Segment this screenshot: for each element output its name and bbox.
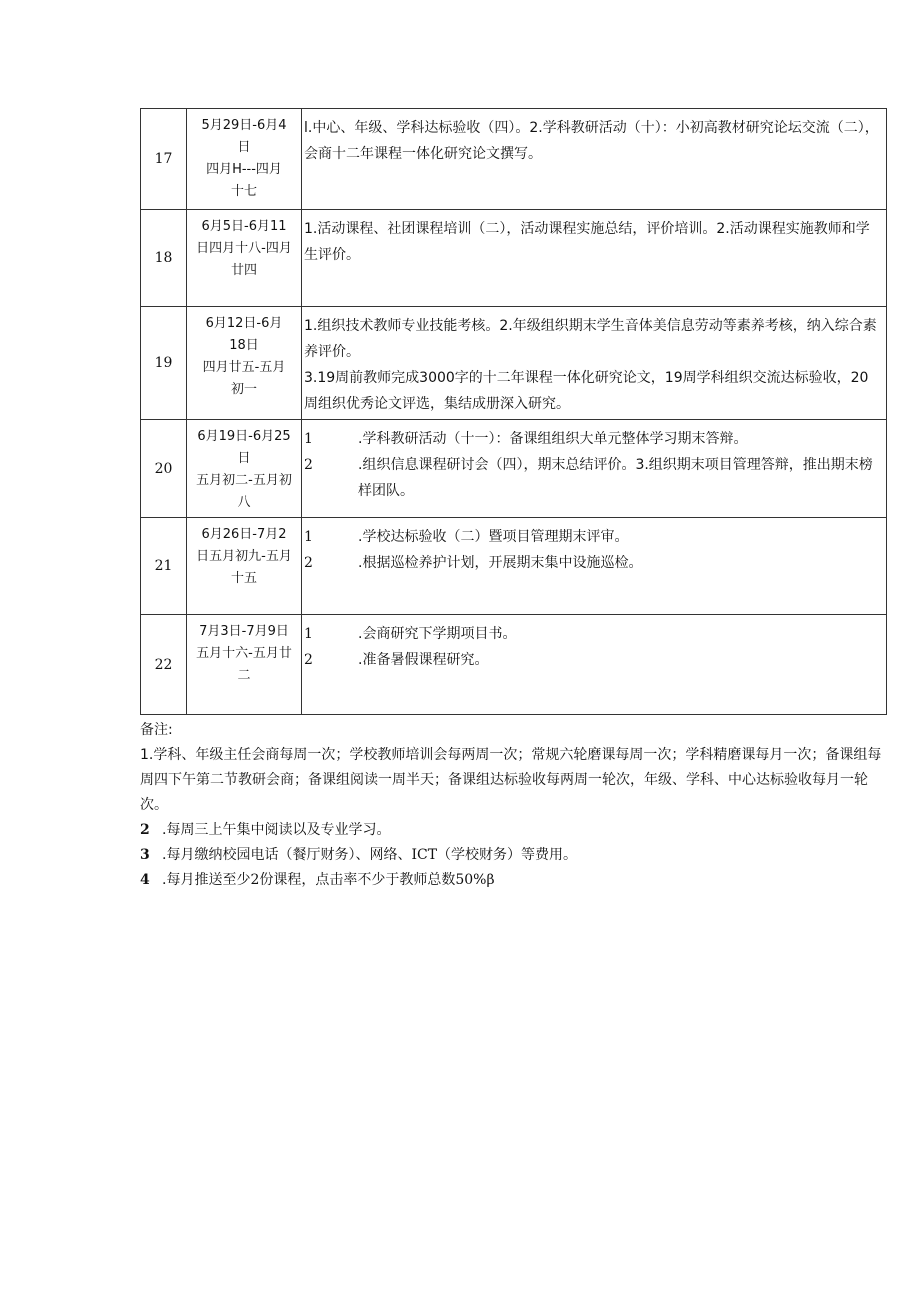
content-item (304, 621, 880, 647)
date-line: 5月29日-6月4 (201, 118, 287, 133)
content-item (304, 550, 880, 576)
date-line: 五月初二-五月初 (196, 473, 292, 488)
item-number: 1 (304, 626, 313, 642)
date-line: 四月廿五-五月 (202, 360, 286, 375)
week-number: 17 (141, 109, 187, 210)
activity-content (302, 420, 887, 518)
content-paragraph: 1.活动课程、社团课程培训（二），活动课程实施总结，评价培训。2.活动课程实施教师和学生评价。 (304, 221, 870, 263)
date-range (187, 307, 302, 420)
activity-content (302, 210, 887, 307)
content-item (304, 647, 880, 673)
item-number: 2 (304, 555, 313, 571)
item-text: .准备暑假课程研究。 (358, 652, 489, 668)
schedule-row (141, 518, 887, 615)
schedule-row (141, 615, 887, 715)
note-3 (140, 843, 887, 868)
item-text: .组织信息课程研讨会（四），期末总结评价。3.组织期末项目管理答辩，推出期末榜样团队。 (358, 457, 873, 499)
date-range (187, 109, 302, 210)
item-text: .根据巡检养护计划，开展期末集中设施巡检。 (358, 555, 643, 571)
date-line: 四月H---四月 (206, 162, 282, 177)
date-range (187, 518, 302, 615)
item-text: .学校达标验收（二）暨项目管理期末评审。 (358, 529, 629, 545)
item-text: .会商研究下学期项目书。 (358, 626, 517, 642)
date-line: 日五月初九-五月 (196, 549, 292, 564)
week-number: 20 (141, 420, 187, 518)
date-line: 日 (237, 451, 251, 466)
date-line: 18日 (229, 338, 259, 353)
date-range (187, 615, 302, 715)
schedule-row (141, 109, 887, 210)
date-line: 二 (237, 668, 251, 683)
content-item (304, 452, 880, 504)
note-4 (140, 868, 887, 893)
note-1: 1.学科、年级主任会商每周一次；学校教师培训会每两周一次；常规六轮磨课每周一次；学科精磨课每月一次；备课组每周四下午第二节教研会商；备课组阅读一周半天；备课组达标验收每两周一轮次，年级、学科、中心达标验收每月一轮次。 (140, 747, 882, 813)
date-line: 6月26日-7月2 (201, 527, 287, 542)
note-2 (140, 818, 887, 843)
content-paragraph: l.中心、年级、学科达标验收（四）。2.学科教研活动（十）：小初高教材研究论坛交流（二），会商十二年课程一体化研究论文撰写。 (304, 120, 879, 162)
content-paragraph: 3.19周前教师完成3000字的十二年课程一体化研究论文，19周学科组织交流达标验收，20周组织优秀论文评选，集结成册深入研究。 (304, 370, 869, 412)
note-3-text: .每月缴纳校园电话（餐厅财务）、网络、ICT（学校财务）等费用。 (162, 847, 578, 863)
week-number: 18 (141, 210, 187, 307)
activity-content (302, 109, 887, 210)
item-number: 2 (304, 652, 313, 668)
date-line: 十七 (230, 184, 257, 199)
activity-content (302, 615, 887, 715)
item-text: .学科教研活动（十一）：备课组组织大单元整体学习期末答辩。 (358, 431, 748, 447)
date-line: 初一 (230, 382, 257, 397)
content-item (304, 426, 880, 452)
note-4-number: 4 (140, 872, 150, 888)
date-line: 日四月十八-四月 (196, 241, 292, 256)
date-line: 6月5日-6月11 (201, 219, 287, 234)
schedule-row (141, 210, 887, 307)
note-2-number: 2 (140, 822, 150, 838)
date-line: 6月12日-6月 (205, 316, 283, 331)
week-number: 21 (141, 518, 187, 615)
schedule-row (141, 420, 887, 518)
schedule-row (141, 307, 887, 420)
content-paragraph: 1.组织技术教师专业技能考核。2.年级组织期末学生音体美信息劳动等素养考核，纳入综合素养评价。 (304, 318, 877, 360)
date-line: 日 (237, 140, 251, 155)
notes-heading: 备注: (140, 722, 173, 738)
week-number: 19 (141, 307, 187, 420)
date-line: 7月3日-7月9日 (199, 624, 289, 639)
date-line: 八 (237, 495, 251, 510)
date-range (187, 210, 302, 307)
date-line: 廿四 (230, 263, 257, 278)
schedule-table (140, 108, 887, 715)
content-item (304, 524, 880, 550)
note-3-number: 3 (140, 847, 150, 863)
note-4-text: .每月推送至少2份课程，点击率不少于教师总数50%β (162, 872, 495, 888)
week-number: 22 (141, 615, 187, 715)
item-number: 1 (304, 529, 313, 545)
date-line: 6月19日-6月25 (197, 429, 291, 444)
date-range (187, 420, 302, 518)
item-number: 1 (304, 431, 313, 447)
note-2-text: .每周三上午集中阅读以及专业学习。 (162, 822, 391, 838)
date-line: 十五 (230, 571, 257, 586)
activity-content (302, 518, 887, 615)
notes-section (140, 718, 887, 893)
date-line: 五月十六-五月廿 (196, 646, 292, 661)
activity-content (302, 307, 887, 420)
item-number: 2 (304, 457, 313, 473)
